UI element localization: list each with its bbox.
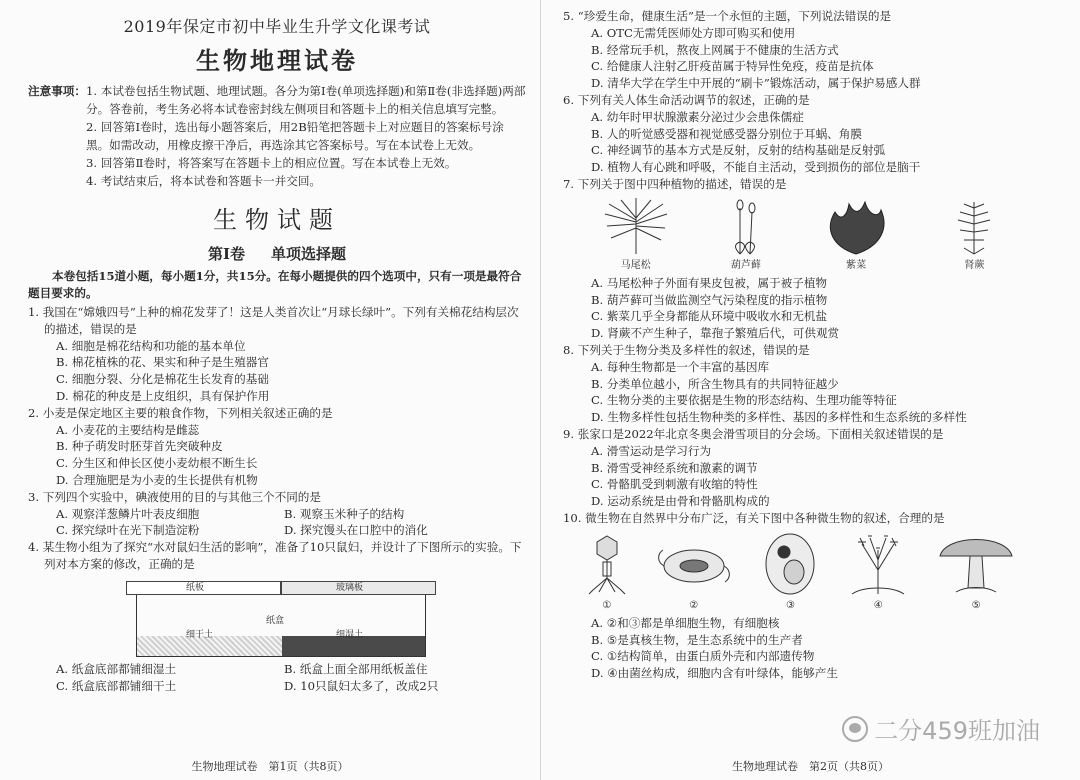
- microbe-label: ③: [786, 599, 795, 611]
- section-title: 生物试题: [213, 206, 341, 234]
- moss-figure: [726, 198, 766, 275]
- wechat-logo-icon: [842, 716, 868, 742]
- option: B. ⑤是真核生物，是生态系统中的生产者: [591, 632, 803, 647]
- virus-figure: [587, 534, 627, 615]
- question-stem: 7. 下列关于图中四种植物的描述，错误的是: [563, 176, 787, 191]
- option: B. 种子萌发时胚芽首先突破种皮: [56, 439, 223, 454]
- option: C. 神经调节的基本方式是反射，反射的结构基础是反射弧: [591, 143, 886, 158]
- option: C. 分生区和伸长区使小麦幼根不断生长: [56, 456, 258, 471]
- pine-figure: [601, 198, 671, 275]
- bacterium-icon: [655, 534, 733, 596]
- option: A. 观察洋葱鳞片叶表皮细胞: [56, 506, 200, 521]
- glass-board-label: 玻璃板: [336, 582, 364, 593]
- notes-label: 注意事项：: [28, 84, 86, 98]
- exam-title: 2019年保定市初中毕业生升学文化课考试: [123, 17, 431, 36]
- yeast-icon: [760, 530, 820, 596]
- option: A. 小麦花的主要结构是雌蕊: [56, 422, 200, 437]
- option: D. 肾蕨不产生种子，靠孢子繁殖后代，可供观赏: [591, 326, 840, 341]
- note-item: 1. 本试卷包括生物试题、地理试题。各分为第Ⅰ卷(单项选择题)和第Ⅱ卷(非选择题)两部分。答卷前，考生务必将本试卷密封线左侧项目和答题卡上的相关信息填写完整。: [85, 84, 526, 116]
- option: D. 植物人有心跳和呼吸，不能自主活动，受到损伤的部位是脑干: [591, 160, 921, 175]
- paper-title: 生物地理试卷: [196, 46, 358, 75]
- option: C. 生物分类的主要依据是生物的形态结构、生理功能等特征: [591, 393, 897, 408]
- option: C. ①结构简单，由蛋白质外壳和内部遗传物: [591, 649, 815, 664]
- microbe-label: ①: [602, 599, 612, 611]
- exam-notes: [28, 82, 526, 190]
- notes-list: [86, 82, 526, 190]
- note-item: 3. 回答第Ⅱ卷时，将答案写在答题卡上的相应位置。写在本试卷上无效。: [85, 156, 457, 170]
- question-7: [563, 176, 1040, 342]
- question-stem: 5. “珍爱生命，健康生活”是一个永恒的主题，下列说法错误的是: [563, 9, 892, 23]
- question-stem: 1. 我国在“嫦娥四号”上种的棉花发芽了！这是人类首次让“月球长绿叶”。下列有关棉花结构层次的描述，错误的是: [28, 305, 519, 336]
- question-6: [563, 92, 1040, 176]
- question-8: [563, 342, 1040, 426]
- option: A. 每种生物都是一个丰富的基因库: [591, 359, 770, 374]
- option: C. 探究绿叶在光下制造淀粉: [56, 523, 200, 538]
- mold-icon: [848, 530, 908, 596]
- watermark-text: 二分459班加油: [874, 717, 1040, 745]
- options-grid: [28, 661, 526, 695]
- options-grid: [28, 506, 526, 540]
- microbe-label: ⑤: [971, 599, 981, 611]
- option: A. ②和③都是单细胞生物，有细胞核: [591, 615, 780, 630]
- plant-label: 马尾松: [620, 259, 651, 271]
- option: B. 纸盒上面全部用纸板盖住: [284, 661, 428, 676]
- note-item: 4. 考试结束后，将本试卷和答题卡一并交回。: [85, 174, 322, 188]
- bacteriophage-icon: [587, 534, 627, 596]
- plant-label: 肾蕨: [964, 259, 985, 271]
- box-label: 纸盒: [266, 615, 285, 626]
- question-stem: 6. 下列有关人体生命活动调节的叙述，正确的是: [563, 92, 810, 107]
- mushroom-icon: [936, 530, 1016, 596]
- question-2: [28, 405, 526, 489]
- part-intro: 本卷包括15道小题，每小题1分，共15分。在每小题提供的四个选项中，只有一项是最符合题目要求的。: [28, 269, 522, 300]
- option: B. 葫芦藓可当做监测空气污染程度的指示植物: [591, 292, 828, 307]
- option: C. 细胞分裂、分化是棉花生长发育的基础: [56, 372, 269, 387]
- laver-figure: [821, 198, 891, 275]
- moss-icon: [726, 198, 766, 256]
- part-subtitle: 单项选择题: [271, 245, 347, 263]
- option: A. 滑雪运动是学习行为: [591, 443, 712, 458]
- question-5: [563, 8, 1040, 92]
- question-stem: 4. 某生物小组为了探究“水对鼠妇生活的影响”，准备了10只鼠妇，并设计了下图所示的实验。下列对本方案的修改，正确的是: [28, 540, 522, 571]
- question-stem: 10. 微生物在自然界中分布广泛，有关下图中各种微生物的叙述，合理的是: [563, 510, 945, 525]
- pine-icon: [601, 198, 671, 256]
- option: D. 清华大学在学生中开展的“刷卡”锻炼活动，属于保护易感人群: [591, 76, 921, 91]
- question-10: [563, 510, 1040, 682]
- mushroom-figure: [936, 530, 1016, 615]
- option: D. 10只鼠妇太多了，改成2只: [284, 678, 439, 693]
- option: B. 滑雪受神经系统和激素的调节: [591, 460, 758, 475]
- plant-label: 紫菜: [846, 259, 867, 271]
- plant-label: 葫芦藓: [730, 259, 761, 271]
- option: B. 观察玉米种子的结构: [284, 506, 405, 521]
- option: D. 生物多样性包括生物种类的多样性、基因的多样性和生态系统的多样性: [591, 410, 967, 425]
- option: D. 合理施肥是为小麦的生长提供有机物: [56, 472, 258, 487]
- question-stem: 8. 下列关于生物分类及多样性的叙述，错误的是: [563, 342, 810, 357]
- question-stem: 3. 下列四个实验中，碘液使用的目的与其他三个不同的是: [28, 489, 321, 504]
- laver-icon: [821, 198, 891, 256]
- question-1: [28, 304, 526, 405]
- option: D. ④由菌丝构成，细胞内含有叶绿体，能够产生: [591, 666, 838, 681]
- question-3: [28, 489, 526, 539]
- microbe-label: ④: [873, 599, 883, 611]
- wet-soil-label: 细湿土: [336, 629, 364, 640]
- fern-icon: [946, 198, 1002, 256]
- option: C. 给健康人注射乙肝疫苗属于特异性免疫，疫苗是抗体: [591, 59, 874, 74]
- question-stem: 9. 张家口是2022年北京冬奥会滑雪项目的分会场。下面相关叙述错误的是: [563, 426, 944, 441]
- option: B. 经常玩手机，熬夜上网属于不健康的生活方式: [591, 42, 839, 57]
- option: C. 骨骼肌受到刺激有收缩的特性: [591, 477, 758, 492]
- option: B. 分类单位越小，所含生物具有的共同特征越少: [591, 376, 839, 391]
- microbe-label: ②: [689, 599, 699, 611]
- option: A. 细胞是棉花结构和功能的基本单位: [56, 338, 246, 353]
- question-4: [28, 539, 526, 694]
- plant-figures: [563, 195, 1040, 275]
- right-page: [540, 0, 1080, 780]
- watermark: [842, 711, 1040, 746]
- option: C. 纸盒底部都铺细干土: [56, 678, 177, 693]
- option: D. 棉花的种皮是上皮组织，具有保护作用: [56, 388, 270, 403]
- experiment-figure: [126, 577, 436, 659]
- page-footer: 生物地理试卷 第2页（共8页）: [732, 760, 889, 773]
- note-item: 2. 回答第Ⅰ卷时，选出每小题答案后，用2B铅笔把答题卡上对应题目的答案标号涂黑。如需改动，用橡皮擦干净后，再选涂其它答案标号。写在本试卷上无效。: [85, 120, 504, 152]
- option: D. 运动系统是由骨和骨骼肌构成的: [591, 494, 770, 509]
- option: A. OTC无需凭医师处方即可购买和使用: [591, 25, 796, 40]
- option: B. 棉花植株的花、果实和种子是生殖器官: [56, 355, 269, 370]
- option: C. 紫菜几乎全身都能从环境中吸收水和无机盐: [591, 309, 828, 324]
- option: D. 探究馒头在口腔中的消化: [284, 523, 428, 538]
- part-number: 第Ⅰ卷: [207, 245, 245, 263]
- question-9: [563, 426, 1040, 510]
- mold-figure: [848, 530, 908, 615]
- question-stem: 2. 小麦是保定地区主要的粮食作物，下列相关叙述正确的是: [28, 405, 333, 420]
- paper-board-label: 纸板: [186, 582, 205, 593]
- option: A. 幼年时甲状腺激素分泌过少会患侏儒症: [591, 109, 804, 124]
- dry-soil-label: 细干土: [186, 629, 214, 640]
- option: A. 马尾松种子外面有果皮包被，属于被子植物: [591, 275, 828, 290]
- option: A. 纸盒底部都铺细湿土: [56, 661, 177, 676]
- fern-figure: [946, 198, 1002, 275]
- microbe-figures: [563, 529, 1040, 615]
- option: B. 人的听觉感受器和视觉感受器分别位于耳蜗、角膜: [591, 126, 862, 141]
- page-footer: 生物地理试卷 第1页（共8页）: [191, 760, 349, 773]
- part-title: [28, 243, 526, 264]
- bacterium-figure: [655, 534, 733, 615]
- yeast-figure: [760, 530, 820, 615]
